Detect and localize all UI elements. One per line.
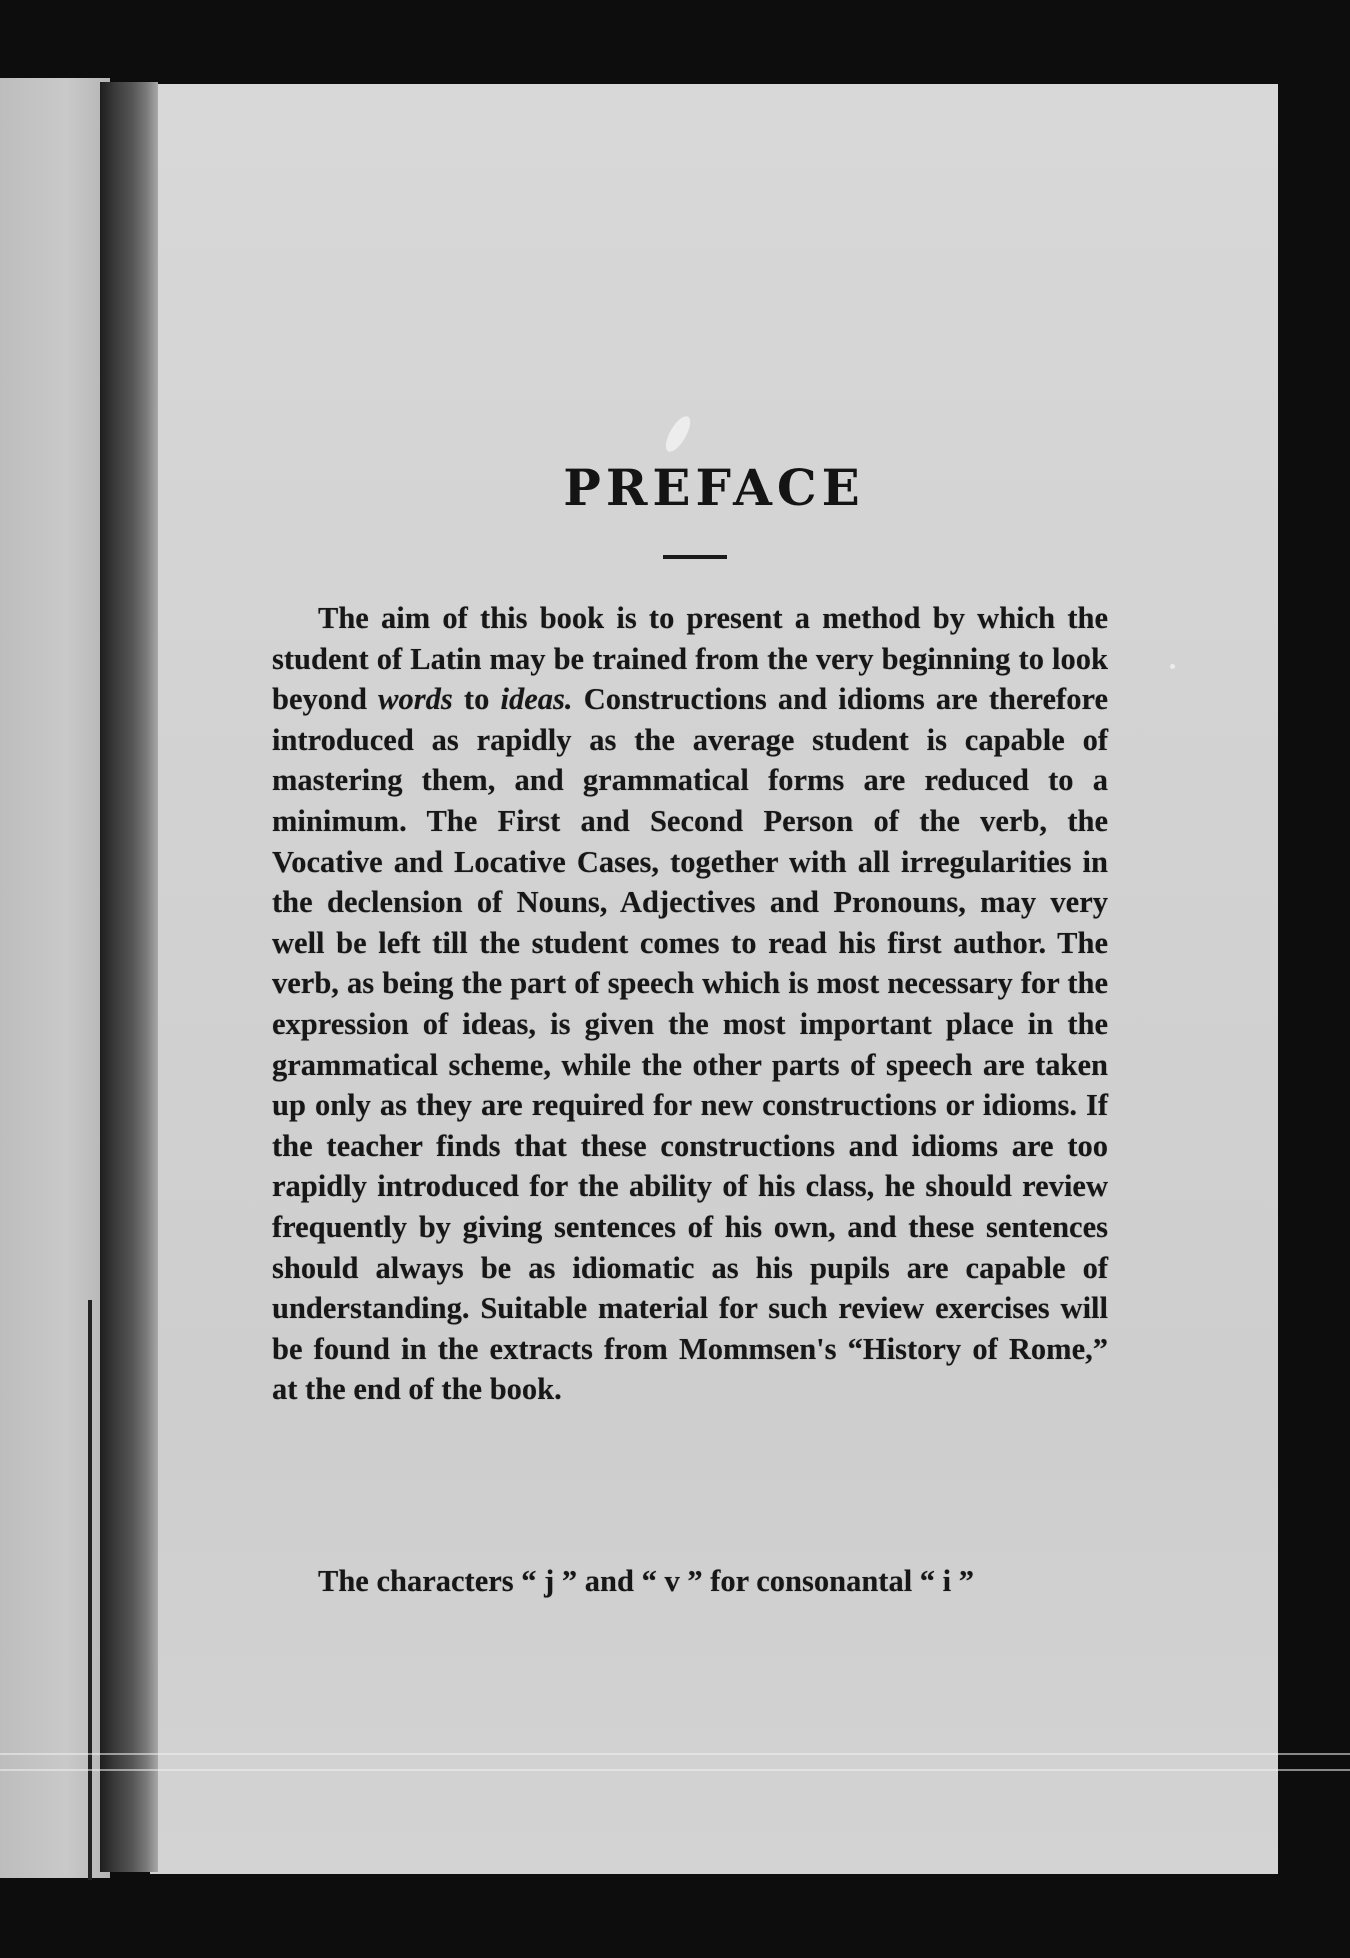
- paragraph-1-text: Constructions and idioms are therefore introduced as rapidly as the average student is capable of mastering them, and grammatical forms are reduced to a minimum. The First and Second Person of the verb, the Vocative and Locative Cases, together with all irregularities in the declension of Nouns, Adjectives and Pronouns, may very well be left till the student comes to read his first author. The verb, as being the part of speech which is most necessary for the expression of ideas, is given the most important place in the grammatical scheme, while the other parts of speech are taken up only as they are required for new constructions or idioms. If the teacher finds that these constructions and idioms are too rapidly introduced for the ability of his class, he should review frequently by giving sentences of his own, and these sentences should always be as idiomatic as his pupils are capable of understanding. Suitable material for such review exercises will be found in the extracts from Mommsen's “History of Rome,” at the end of the book.: [272, 682, 1108, 1407]
- scan-artifact-line: [0, 1769, 1350, 1771]
- preface-paragraph-1: [272, 598, 1108, 1410]
- preface-paragraph-2: [272, 1561, 1108, 1602]
- paragraph-2-text: The characters “ j ” and “ v ” for consonantal “ i ”: [318, 1564, 975, 1598]
- paragraph-1-text: The aim of this book is to present a method by which the student of Latin may be trained from the very beginning to look beyond: [272, 601, 1108, 717]
- emphasis-words: words: [378, 682, 453, 717]
- left-page-edge: [0, 78, 110, 1878]
- paragraph-1-text: to: [452, 682, 501, 717]
- title-rule: [663, 555, 727, 559]
- page-title: PREFACE: [563, 458, 865, 517]
- left-page-shadow-line: [88, 1300, 92, 1880]
- scan-artifact-line: [0, 1753, 1350, 1755]
- book-spine-shadow: [100, 82, 158, 1872]
- paper-speck: [1170, 664, 1175, 669]
- paper-speck: [661, 413, 695, 456]
- emphasis-ideas: ideas.: [500, 682, 573, 717]
